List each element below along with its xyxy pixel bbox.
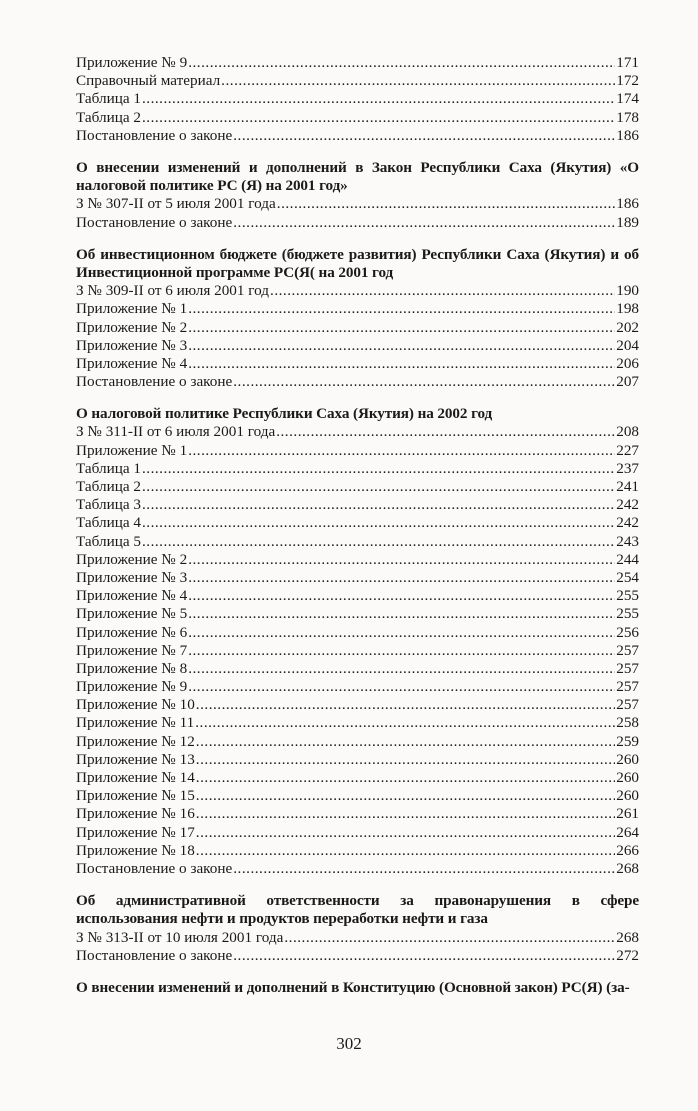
dot-leader [284, 929, 615, 947]
toc-entry [76, 842, 639, 860]
entry-label: З № 311-II от 6 июля 2001 года [76, 423, 276, 441]
toc-section [76, 54, 639, 145]
entry-page: 264 [616, 823, 639, 841]
entry-label: Приложение № 6 [76, 623, 188, 641]
toc-entry [76, 587, 639, 605]
entry-page: 206 [616, 354, 639, 372]
dot-leader [196, 733, 615, 751]
entry-label: Таблица 2 [76, 478, 141, 496]
toc-entry [76, 551, 639, 569]
entry-page: 257 [616, 696, 639, 714]
entry-label: Таблица 3 [76, 496, 141, 514]
entry-page: 198 [616, 300, 639, 318]
dot-leader [188, 355, 615, 373]
entry-page: 186 [616, 195, 639, 213]
toc-entry [76, 751, 639, 769]
entry-label: Приложение № 18 [76, 841, 195, 859]
toc-entry [76, 337, 639, 355]
entry-page: 202 [616, 318, 639, 336]
entry-page: 237 [616, 459, 639, 477]
toc-entry [76, 282, 639, 300]
page-number: 302 [336, 1034, 362, 1053]
entry-page: 207 [616, 373, 639, 391]
dot-leader [188, 624, 615, 642]
toc-entry [76, 319, 639, 337]
toc-entry [76, 569, 639, 587]
entry-label: Приложение № 3 [76, 336, 188, 354]
entry-label: Постановление о законе [76, 126, 233, 144]
entry-page: 257 [616, 678, 639, 696]
entry-label: Приложение № 3 [76, 568, 188, 586]
toc-entry [76, 90, 639, 108]
entry-page: 174 [616, 90, 639, 108]
toc-entry [76, 714, 639, 732]
entry-page: 261 [616, 805, 639, 823]
entry-label: Приложение № 2 [76, 550, 188, 568]
entry-label: З № 313-II от 10 июля 2001 года [76, 928, 284, 946]
toc-entry [76, 624, 639, 642]
toc-entry [76, 460, 639, 478]
entry-page: 243 [616, 532, 639, 550]
dot-leader [221, 72, 615, 90]
entry-page: 260 [616, 787, 639, 805]
entry-label: Таблица 4 [76, 514, 141, 532]
dot-leader [188, 605, 615, 623]
dot-leader [233, 373, 615, 391]
entry-page: 178 [616, 108, 639, 126]
entry-label: Приложение № 4 [76, 354, 188, 372]
entry-page: 242 [616, 496, 639, 514]
entry-page: 227 [616, 441, 639, 459]
dot-leader [142, 514, 615, 532]
toc-entry [76, 533, 639, 551]
toc-section [76, 246, 639, 392]
dot-leader [196, 769, 615, 787]
dot-leader [142, 478, 615, 496]
toc-entry [76, 127, 639, 145]
entry-label: Таблица 1 [76, 90, 141, 108]
toc-entry [76, 824, 639, 842]
toc-entry [76, 660, 639, 678]
toc-entry [76, 373, 639, 391]
entry-label: Таблица 5 [76, 532, 141, 550]
toc-entry [76, 442, 639, 460]
entry-page: 268 [616, 928, 639, 946]
entry-label: З № 309-II от 6 июля 2001 год [76, 282, 270, 300]
entry-page: 208 [616, 423, 639, 441]
dot-leader [277, 195, 615, 213]
entry-page: 254 [616, 568, 639, 586]
entry-page: 257 [616, 641, 639, 659]
toc-entry [76, 109, 639, 127]
entry-page: 257 [616, 659, 639, 677]
entry-page: 204 [616, 336, 639, 354]
entry-page: 256 [616, 623, 639, 641]
toc-entry [76, 514, 639, 532]
section-heading: О налоговой политике Республики Саха (Якутия) на 2002 год [76, 405, 493, 423]
toc-entry [76, 300, 639, 318]
entry-page: 258 [616, 714, 639, 732]
dot-leader [188, 442, 615, 460]
entry-label: Приложение № 14 [76, 769, 195, 787]
entry-label: Таблица 2 [76, 108, 141, 126]
toc-entry [76, 733, 639, 751]
entry-page: 260 [616, 750, 639, 768]
toc-entry [76, 478, 639, 496]
entry-label: Приложение № 17 [76, 823, 195, 841]
dot-leader [270, 282, 615, 300]
dot-leader [142, 90, 615, 108]
entry-label: Приложение № 5 [76, 605, 188, 623]
dot-leader [188, 551, 615, 569]
entry-page: 255 [616, 605, 639, 623]
entry-label: Приложение № 11 [76, 714, 195, 732]
toc-section [76, 159, 639, 232]
entry-label: Постановление о законе [76, 213, 233, 231]
toc-entry [76, 947, 639, 965]
toc-entry [76, 496, 639, 514]
entry-page: 189 [616, 213, 639, 231]
entry-label: Приложение № 1 [76, 300, 188, 318]
entry-page: 242 [616, 514, 639, 532]
toc-entry [76, 642, 639, 660]
dot-leader [188, 642, 615, 660]
dot-leader [233, 860, 615, 878]
dot-leader [142, 496, 615, 514]
section-heading: О внесении изменений и дополнений в Конституцию (Основной закон) РС(Я) (за- [76, 978, 630, 996]
dot-leader [196, 696, 615, 714]
toc-entry [76, 929, 639, 947]
entry-page: 272 [616, 946, 639, 964]
entry-label: Постановление о законе [76, 373, 233, 391]
toc-entry [76, 787, 639, 805]
entry-label: Приложение № 9 [76, 54, 188, 71]
entry-label: Приложение № 4 [76, 587, 188, 605]
toc-entry [76, 696, 639, 714]
entry-label: Приложение № 10 [76, 696, 195, 714]
dot-leader [196, 751, 615, 769]
entry-label: Приложение № 2 [76, 318, 188, 336]
section-heading: Об инвестиционном бюджете (бюджете развития) Республики Саха (Якутия) и об Инвестиционной программе РС(Я( на 2001 год [76, 245, 639, 281]
entry-page: 244 [616, 550, 639, 568]
toc-entry [76, 355, 639, 373]
toc-section [76, 892, 639, 965]
entry-page: 268 [616, 859, 639, 877]
entry-page: 260 [616, 769, 639, 787]
dot-leader [196, 824, 615, 842]
toc-entry [76, 54, 639, 72]
dot-leader [188, 319, 615, 337]
dot-leader [233, 214, 615, 232]
toc-entry [76, 423, 639, 441]
entry-label: Приложение № 15 [76, 787, 195, 805]
table-of-contents [76, 54, 639, 1011]
entry-label: Приложение № 16 [76, 805, 195, 823]
dot-leader [188, 300, 615, 318]
dot-leader [142, 460, 615, 478]
dot-leader [188, 569, 615, 587]
entry-label: Таблица 1 [76, 459, 141, 477]
toc-entry [76, 805, 639, 823]
entry-label: Приложение № 9 [76, 678, 188, 696]
toc-entry [76, 605, 639, 623]
entry-label: Приложение № 1 [76, 441, 188, 459]
dot-leader [276, 423, 615, 441]
dot-leader [196, 805, 615, 823]
dot-leader [195, 714, 615, 732]
toc-entry [76, 72, 639, 90]
entry-label: Справочный материал [76, 72, 221, 90]
toc-entry [76, 214, 639, 232]
dot-leader [196, 842, 615, 860]
entry-page: 190 [616, 282, 639, 300]
dot-leader [233, 947, 615, 965]
entry-label: Приложение № 8 [76, 659, 188, 677]
toc-entry [76, 678, 639, 696]
toc-entry [76, 860, 639, 878]
toc-entry [76, 769, 639, 787]
entry-page: 172 [616, 72, 639, 90]
entry-label: Постановление о законе [76, 859, 233, 877]
dot-leader [188, 587, 615, 605]
entry-label: З № 307-II от 5 июля 2001 года [76, 195, 276, 213]
dot-leader [196, 787, 615, 805]
dot-leader [188, 660, 615, 678]
entry-page: 241 [616, 478, 639, 496]
entry-label: Постановление о законе [76, 946, 233, 964]
section-heading: Об административной ответственности за правонарушения в сфере использования нефти и продуктов переработки нефти и газа [76, 892, 639, 928]
section-heading: О внесении изменений и дополнений в Закон Республики Саха (Якутия) «О налоговой политике РС (Я) на 2001 год» [76, 158, 639, 195]
entry-page: 171 [616, 54, 639, 71]
entry-label: Приложение № 7 [76, 641, 188, 659]
dot-leader [188, 678, 615, 696]
dot-leader [142, 109, 615, 127]
dot-leader [233, 127, 615, 145]
dot-leader [188, 54, 615, 72]
entry-label: Приложение № 12 [76, 732, 195, 750]
dot-leader [142, 533, 615, 551]
entry-page: 186 [616, 126, 639, 144]
dot-leader [188, 337, 615, 355]
toc-section [76, 979, 639, 997]
entry-label: Приложение № 13 [76, 750, 195, 768]
entry-page: 259 [616, 732, 639, 750]
toc-section [76, 405, 639, 878]
entry-page: 255 [616, 587, 639, 605]
toc-entry [76, 195, 639, 213]
entry-page: 266 [616, 841, 639, 859]
